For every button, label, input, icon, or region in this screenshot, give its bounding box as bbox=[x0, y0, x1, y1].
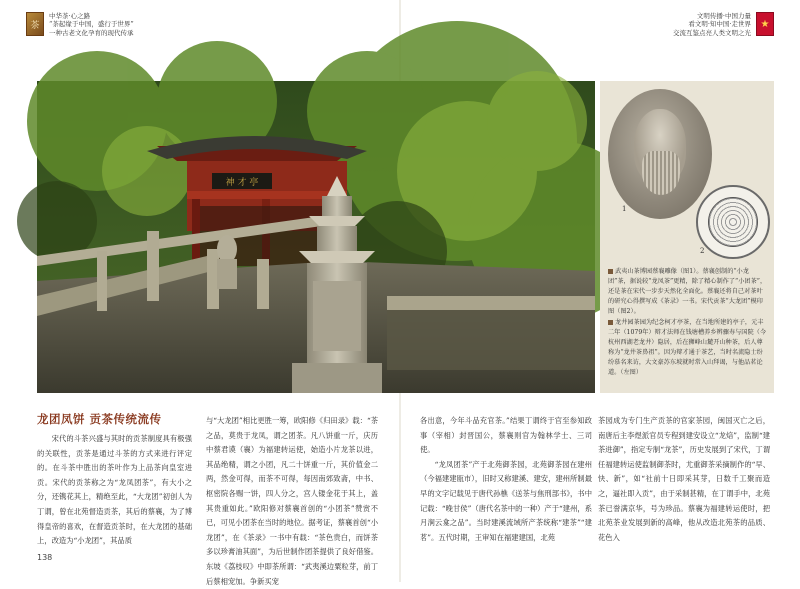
magazine-logo-icon: 茶 bbox=[26, 12, 44, 36]
figure-label-2: 2 bbox=[700, 247, 705, 255]
caption-paragraph bbox=[608, 267, 768, 317]
article-paragraph: “龙凤团茶”产于北苑御茶园，北苑御茶园在建州（今福建建瓯市），旧时又称建溪、建安，建州所制最早的文字记载见于唐代孙樵《送茶与焦刑部书》，书中记载：“晚甘侯”（唐代名茶中的一种）产于“建州，系月涧云龛之品”。当时建溪流域所产茶统称“建茶”“建茗”。五代时期，王审知在福建建国，北苑 bbox=[420, 459, 592, 542]
header-left-line: “茶起缘于中国，盛行于世界” bbox=[49, 20, 134, 29]
header-right-line: 看文明·知中国·走世界 bbox=[688, 20, 751, 29]
header-right-line: 交流互鉴点亮人类文明之光 bbox=[673, 28, 751, 37]
header-left bbox=[26, 12, 134, 37]
article-title: 龙团凤饼 贡茶传统流传 bbox=[37, 412, 162, 426]
dragon-seal-pattern bbox=[708, 197, 758, 247]
page-number: 138 bbox=[37, 553, 53, 562]
sidebar-panel bbox=[600, 81, 774, 393]
article-column-1 bbox=[37, 432, 192, 554]
relief-beard bbox=[642, 151, 680, 195]
flag-logo-icon: ★ bbox=[756, 12, 774, 36]
pavilion-plaque: 神 才 亭 bbox=[225, 178, 259, 188]
header-right bbox=[673, 12, 774, 37]
header-left-line: 一种古老文化孕育的现代传承 bbox=[49, 28, 134, 37]
caption-paragraph bbox=[608, 318, 768, 378]
header-left-line: 中华茶·心之路 bbox=[49, 12, 91, 20]
header-right-text bbox=[673, 12, 751, 37]
article-paragraph: 与“大龙团”相比更胜一筹，欧阳修《归田录》载：“茶之品，莫贵于龙凤，谓之团茶。凡八饼重一斤，庆历中蔡君谟（襄）为福建转运使，始造小片龙茶以进，其品绝精，谓之小团，凡二十饼重一斤，其价值金二两，然金可得，而茶不可得，每因南郊致斋，中书、枢密院各赐一饼，四人分之，宫人镂金花于其上，盖其贵重如此。”欧阳修对蔡襄首创的“小团茶”赞赏不已，可见小团茶在当时的地位。据考证，蔡襄首创“小龙团”，在《茶录》一书中有载：“茶色贵白，而饼茶多以珍膏油其面”，为后世制作团茶提供了良好借鉴。东坡《荔枝叹》中即茶所谓：“武夷溪边粟粒芽，前丁后蔡相宠加。争新买宠 bbox=[206, 416, 378, 586]
article-column-2 bbox=[206, 414, 378, 586]
caption-text: 武夷山茶博园蔡襄雕像（图1）。蔡襄创制的“小龙团”茶，据说较“龙凤茶”更精，除了精心制作了“小团茶”，还是茶在宋代一步步天然化全面化。蔡襄还将自己对茶叶的研究心得撰写成《茶录》一书。宋代贡茶“大龙团”模印图（图2）。 bbox=[608, 268, 767, 315]
pavilion-photo bbox=[37, 81, 595, 393]
header-left-text bbox=[49, 12, 134, 37]
cai-xiang-relief-image bbox=[608, 89, 712, 219]
figure-label-1: 1 bbox=[622, 205, 627, 213]
article-paragraph: 宋代的斗茶兴盛与其时的贡茶制度具有极强的关联性，贡茶是通过斗茶的方式来进行评定的。在斗茶中胜出的茶叶作为上品茶向皇室进贡。宋代的贡茶称之为“龙凤团茶”，有大小之分，还镌花其上，精绝至此，“大龙团”初创人为丁谓，曾在北苑督造贡茶，其后的蔡襄，为了博得皇帝的喜欢，在督造贡茶时，在大龙团的基础上，改造为“小龙团”，其品质 bbox=[37, 434, 192, 546]
article-column-3 bbox=[420, 414, 592, 560]
article-paragraph: 各出意，今年斗品充官茶。”结果丁谓终于官至参知政事（宰相）封晋国公，蔡襄则官为翰林学士、三司使。 bbox=[420, 416, 592, 455]
sidebar-caption bbox=[608, 267, 768, 379]
caption-text: 龙井园茶园为纪念柯才亭茶，在当地所建的亭子，元丰二年（1079年）辩才法师在钱塘槽养乡辨骤寿与国院（今杭州西湖老龙井）隐居，后在狮峰山麓开山种茶，后人尊称为“龙井茶鼻祖”。因为辩才通于茶艺，当时名流隐士纷纷慕名来访，大文豪苏东坡就时常入山拜谒，与他品茗论道。（左图） bbox=[608, 319, 767, 376]
header-right-line: 文明传播·中国力量 bbox=[696, 12, 751, 20]
caption-bullet-icon bbox=[608, 320, 613, 325]
article-column-4 bbox=[598, 414, 770, 560]
article-paragraph: 茶园成为专门生产贡茶的官家茶园，闽国灭亡之后，南唐后主李煜派官员专程到建安设立“龙焙”，监制“建茶进御”，指定专制“龙茶”，历史发展到了宋代，丁谓任福建转运使监制御茶时，尤重御茶采摘制作的“早、快、新”，如“社前十日即采其芽，日数千工聚而造之，逼社即入贡”，由于采制甚精，在丁谓手中，北苑茶已誉满京华，号为珍品。蔡襄为福建转运使时，把北苑茶业发展到新的高峰，他从改造北苑茶的品质、花色入 bbox=[598, 416, 770, 542]
caption-bullet-icon bbox=[608, 269, 613, 274]
dragon-seal-image bbox=[696, 185, 770, 259]
pavilion-illustration bbox=[37, 81, 595, 393]
